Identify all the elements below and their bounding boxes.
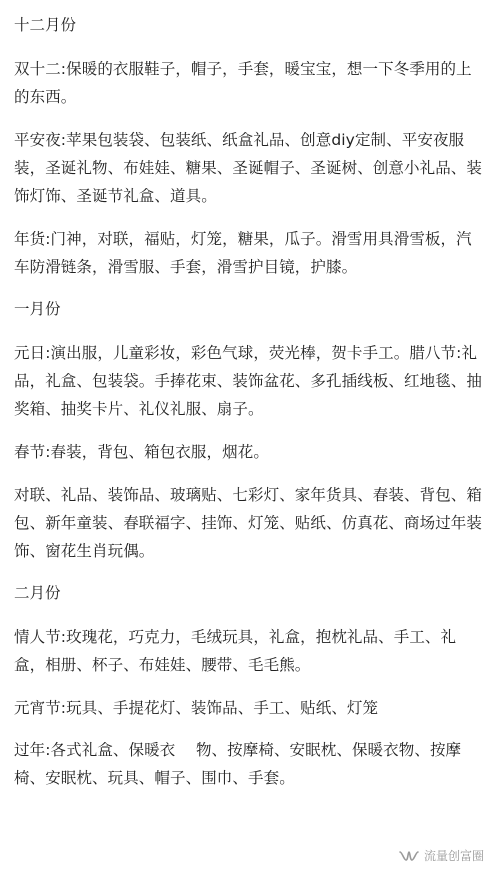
section-heading-december: 十二月份 — [14, 16, 77, 34]
paragraph-spring-festival: 春节:春装，背包、箱包衣服，烟花。 — [14, 443, 269, 461]
paragraph-double-twelve: 双十二:保暖的衣服鞋子，帽子，手套，暖宝宝，想一下冬季用的上的东西。 — [14, 60, 472, 106]
paragraph-lantern-festival: 元宵节:玩具、手提花灯、装饰品、手工、贴纸、灯笼 — [14, 699, 379, 717]
paragraph-valentines-day: 情人节:玫瑰花，巧克力，毛绒玩具，礼盒，抱枕礼品、手工、礼盒，相册、杯子、布娃娃、腰带、毛毛熊。 — [14, 628, 457, 674]
section-heading-february: 二月份 — [14, 584, 61, 602]
watermark-text: 流量创富圈 — [423, 849, 484, 863]
paragraph-new-year: 过年:各式礼盒、保暖衣 物、按摩椅、安眠枕、保暖衣物、按摩椅、安眠枕、玩具、帽子、围巾、手套。 — [14, 741, 462, 787]
section-heading-january: 一月份 — [14, 300, 61, 318]
paragraph-new-years-day: 元日:演出服，儿童彩妆，彩色气球，荧光棒，贺卡手工。腊八节:礼品，礼盒、包装袋。手捧花束、装饰盆花、多孔插线板、红地毯、抽奖箱、抽奖卡片、礼仪礼服、扇子。 — [14, 344, 483, 418]
paragraph-christmas-eve: 平安夜:苹果包装袋、包装纸、纸盒礼品、创意diy定制、平安夜服装，圣诞礼物、布娃娃、糖果、圣诞帽子、圣诞树、创意小礼品、装饰灯饰、圣诞节礼盒、道具。 — [14, 131, 483, 205]
wechat-channel-icon — [398, 849, 420, 863]
paragraph-new-year-goods: 年货:门神，对联，福贴，灯笼，糖果，瓜子。滑雪用具滑雪板，汽车防滑链条，滑雪服、手套，滑雪护目镜，护膝。 — [14, 230, 472, 276]
paragraph-spring-festival-items: 对联、礼品、装饰品、玻璃贴、七彩灯、家年货具、春装、背包、箱包、新年童装、春联福字、挂饰、灯笼、贴纸、仿真花、商场过年装饰、窗花生肖玩偶。 — [14, 486, 483, 560]
watermark — [398, 847, 484, 864]
